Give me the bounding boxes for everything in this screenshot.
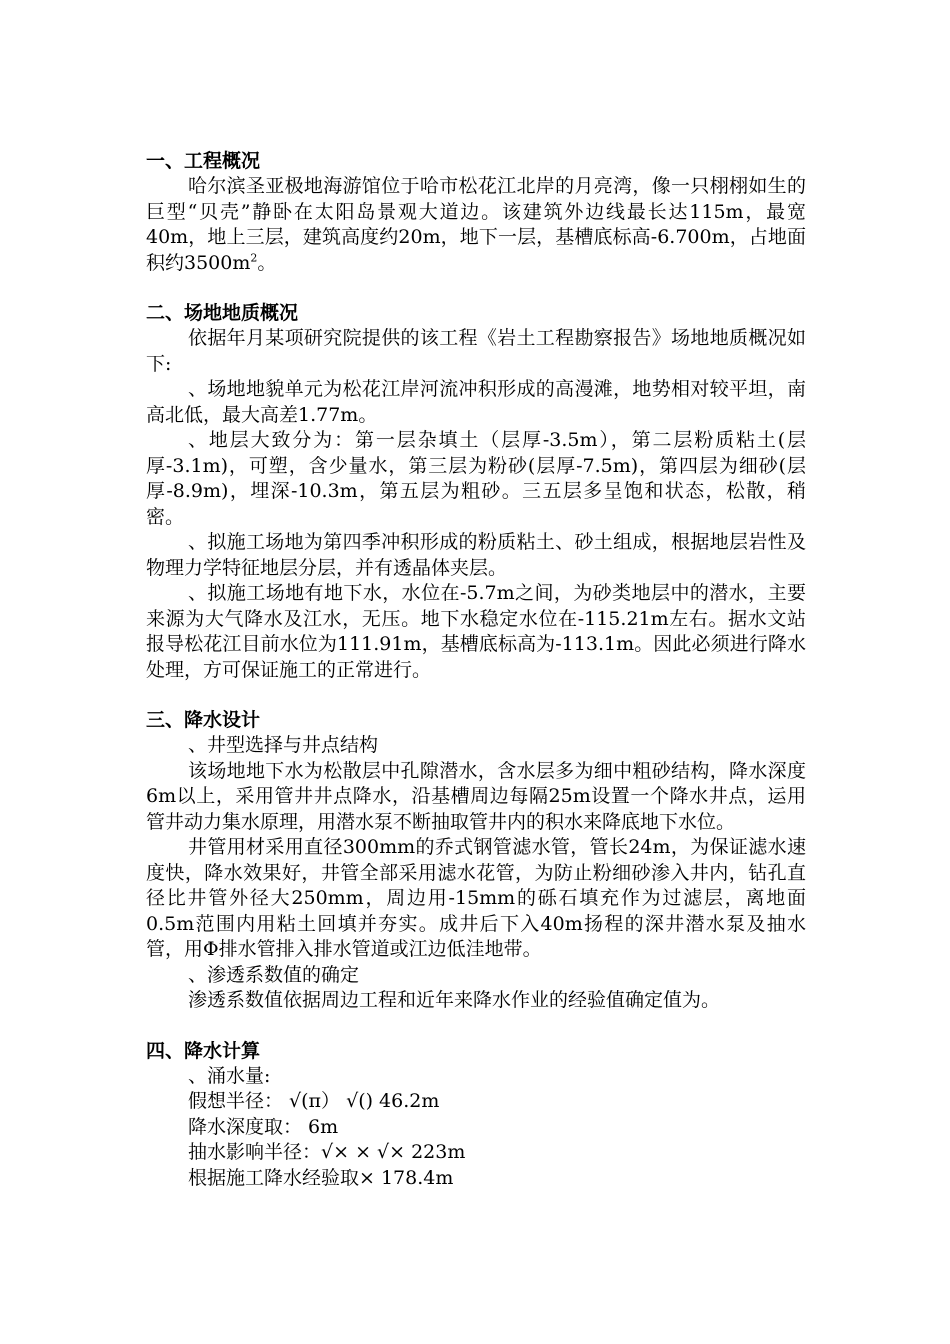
subheading: 、井型选择与井点结构 [188,734,379,756]
subheading: 、渗透系数值的确定 [188,963,360,986]
section-heading: 四、降水计算 [146,1039,261,1062]
section-heading: 三、降水设计 [146,709,261,731]
section-heading: 二、场地地质概况 [146,302,299,324]
paragraph: 该场地地下水为松散层中孔隙潜水，含水层多为细中粗砂结构，降水深度6m以上，采用管井井点降水，沿基槽周边每隔25m设置一个降水井点，运用管井动力集水原理，用潜水泵不断抽取管井内的积水来降底地下水位。 [146,759,806,833]
superscript: 2 [250,251,258,265]
paragraph: 、场地地貌单元为松花江岸河流冲积形成的高漫滩，地势相对较平坦，南高北低，最大高差1.77m。 [146,378,806,426]
calc-line: 根据施工降水经验取× 178.4m [188,1166,454,1189]
document-body [146,148,806,1215]
section-dewatering-calculation [146,1038,806,1192]
paragraph: 渗透系数值依据周边工程和近年来降水作业的经验值确定值为。 [188,989,721,1011]
paragraph: 依据年月某项研究院提供的该工程《岩土工程勘察报告》场地地质概况如下: [146,327,806,375]
calc-line: 降水深度取： 6m [188,1115,339,1138]
paragraph: 、拟施工场地有地下水，水位在-5.7m之间，为砂类地层中的潜水，主要来源为大气降水及江水，无压。地下水稳定水位在-115.21m左右。据水文站报导松花江目前水位为111.91m，基槽底标高为-113.1m。因此必须进行降水处理，方可保证施工的正常进行。 [146,582,806,681]
calc-line: 假想半径： √(π） √() 46.2m [188,1090,440,1112]
paragraph-end: 。 [257,251,277,274]
paragraph: 井管用材采用直径300mm的乔式钢管滤水管，管长24m，为保证滤水速度快，降水效果好，井管全部采用滤水花管，为防止粉细砂渗入井内，钻孔直径比井管外径大250mm，周边用-15mm的砾石填充作为过滤层，离地面0.5m范围内用粘土回填并夯实。成井后下入40m扬程的深井潜水泵及抽水管，用Φ排水管排入排水管道或江边低洼地带。 [146,836,806,960]
section-dewatering-design [146,707,806,1014]
paragraph-text: 哈尔滨圣亚极地海游馆位于哈市松花江北岸的月亮湾，像一只栩栩如生的巨型“贝壳”静卧在太阳岛景观大道边。该建筑外边线最长达115m，最宽40m，地上三层，建筑高度约20m，地下一层，基槽底标高-6.700m，占地面积约3500m [146,175,806,274]
section-heading: 一、工程概况 [146,150,261,172]
paragraph: 、地层大致分为：第一层杂填土（层厚-3.5m），第二层粉质粘土(层厚-3.1m)，可塑，含少量水，第三层为粉砂(层厚-7.5m)，第四层为细砂(层厚-8.9m)，埋深-10.3m，第五层为粗砂。三五层多呈饱和状态，松散，稍密。 [146,429,806,528]
section-project-overview [146,148,806,276]
paragraph: 、拟施工场地为第四季冲积形成的粉质粘土、砂土组成，根据地层岩性及物理力学特征地层分层，并有透晶体夹层。 [146,531,806,579]
paragraph [146,174,806,276]
calc-line: 、涌水量: [188,1064,271,1087]
calc-line: 抽水影响半径：√× × √× 223m [188,1141,466,1163]
section-site-geology [146,300,806,683]
